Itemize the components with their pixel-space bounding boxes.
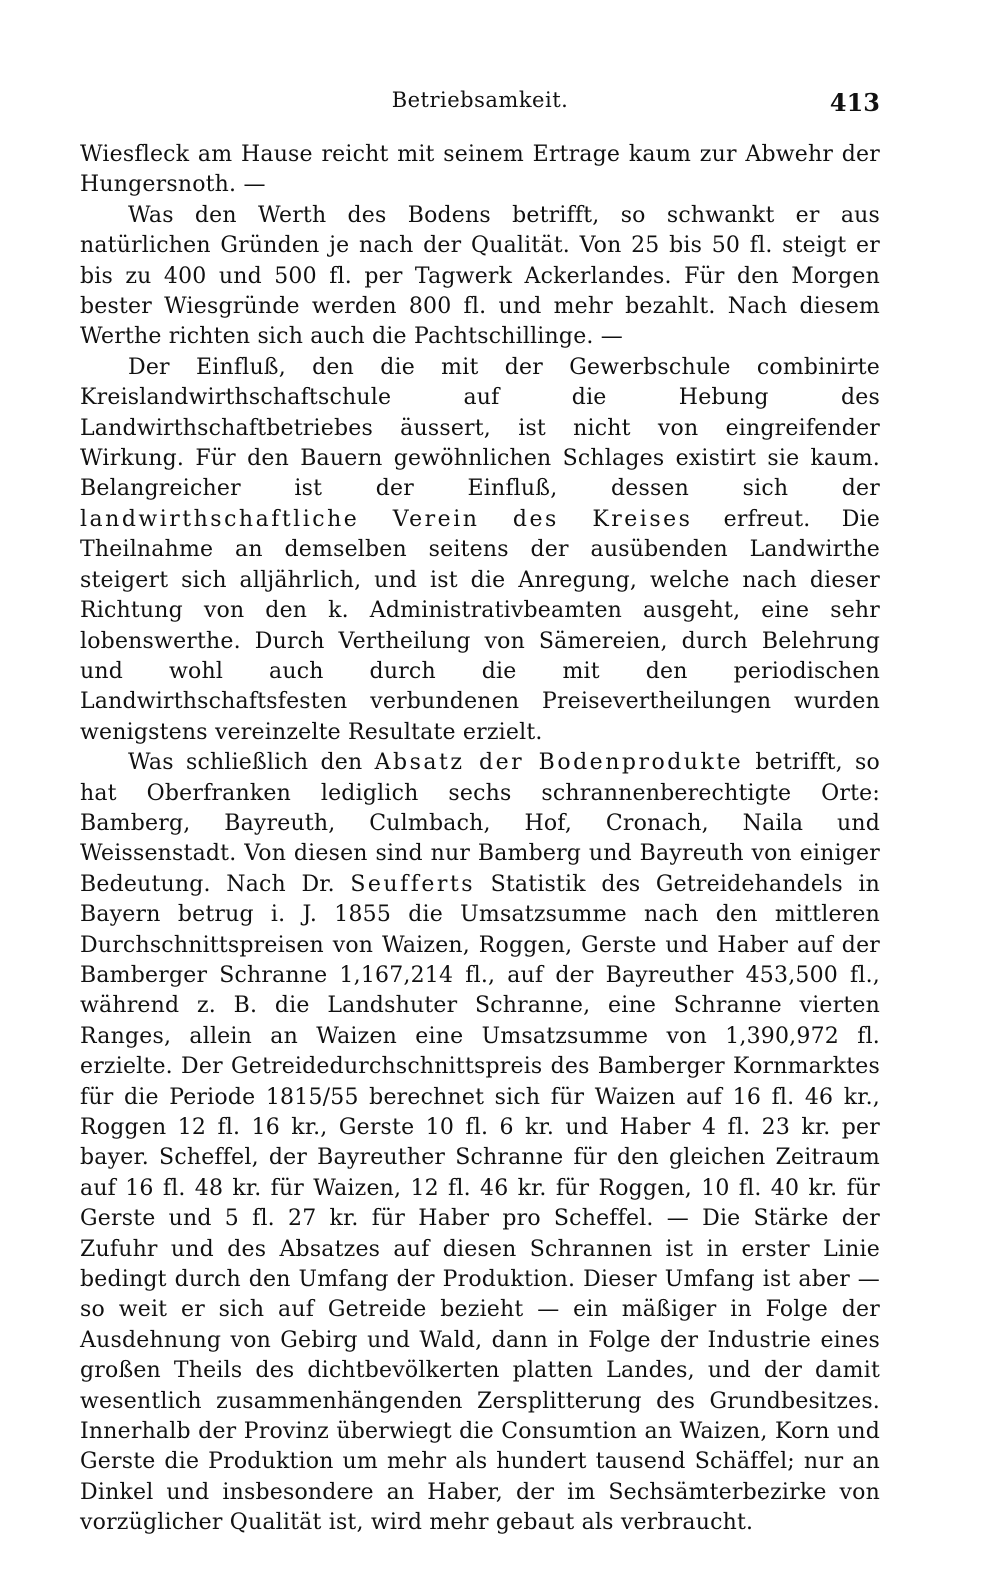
paragraph-3-text-before: Der Einfluß, den die mit der Gewerbschule combinirte Kreislandwirthschaftschule auf die Hebung des Landwirthschaftbetriebes äussert, ist nicht von eingreifender Wirkung. Für den Bauern gewöhnlichen Schlages existirt sie kaum. Belangreicher ist der Einfluß, dessen sich der <box>80 354 880 502</box>
spaced-emphasis-absatz: Absatz der Bodenprodukte <box>374 750 744 776</box>
paragraph-4-text-after: Statistik des Getreidehandels in Bayern betrug i. J. 1855 die Umsatzsumme nach den mittleren Durchschnittspreisen von Waizen, Roggen, Gerste und Haber auf der Bamberger Schranne 1,167,214 fl., auf der Bayreuther 453,500 fl., während z. B. die Landshuter Schranne, eine Schranne vierten Ranges, allein an Waizen eine Umsatzsumme von 1,390,972 fl. erzielte. Der Getreidedurchschnittspreis des Bamberger Kornmarktes für die Periode 1815/55 berechnet sich für Waizen auf 16 fl. 46 kr., Roggen 12 fl. 16 kr., Gerste 10 fl. 6 kr. und Haber 4 fl. 23 kr. per bayer. Scheffel, der Bayreuther Schranne für den gleichen Zeitraum auf 16 fl. 48 kr. für Waizen, 12 fl. 46 kr. für Roggen, 10 fl. 40 kr. für Gerste und 5 fl. 27 kr. für Haber pro Scheffel. — Die Stärke der Zufuhr und des Absatzes auf diesen Schrannen ist in erster Linie bedingt durch den Umfang der Produktion. Dieser Umfang ist aber — so weit er sich auf Getreide bezieht — ein mäßiger in Folge der Ausdehnung von Gebirg und Wald, dann in Folge der Industrie eines großen Theils des dichtbevölkerten platten Landes, und der damit wesentlich zusammenhängenden Zersplitterung des Grundbesitzes. Innerhalb der Provinz überwiegt die Consumtion an Waizen, Korn und Gerste die Produktion um mehr als hundert tausend Schäffel; nur an Dinkel und insbesondere an Haber, der im Sechsämterbezirke von vorzüglicher Qualität ist, wird mehr gebaut als verbraucht. <box>80 871 880 1536</box>
running-head: Betriebsamkeit. <box>391 88 569 112</box>
paragraph-1-text: Wiesfleck am Hause reicht mit seinem Ertrage kaum zur Abwehr der Hungersnoth. — <box>80 142 880 198</box>
paragraph-2 <box>80 201 880 353</box>
spaced-emphasis-verein: landwirthschaftliche Verein des Kreises <box>80 506 693 532</box>
paragraph-4-text-before: Was schließlich den <box>128 750 375 776</box>
paragraph-3-text-after: erfreut. Die Theilnahme an demselben seitens der ausübenden Landwirthe steigert sich alljährlich, und ist die Anregung, welche nach dieser Richtung von den k. Administrativbeamten ausgeht, eine sehr lobenswerthe. Durch Vertheilung von Sämereien, durch Belehrung und wohl auch durch die mit den periodischen Landwirthschaftsfesten verbundenen Preisevertheilungen wurden wenigstens vereinzelte Resultate erzielt. <box>80 506 881 745</box>
body-text <box>80 140 880 1539</box>
spaced-emphasis-seufferts: Seufferts <box>350 871 476 897</box>
paragraph-4 <box>80 748 880 1539</box>
page-header <box>80 88 880 120</box>
page-number: 413 <box>829 88 880 117</box>
paragraph-2-text: Was den Werth des Bodens betrifft, so schwankt er aus natürlichen Gründen je nach der Qualität. Von 25 bis 50 fl. steigt er bis zu 400 und 500 fl. per Tagwerk Ackerlandes. Für den Morgen bester Wiesgründe werden 800 fl. und mehr bezahlt. Nach diesem Werthe richten sich auch die Pachtschillinge. — <box>80 202 880 350</box>
paragraph-4-text-middle: betrifft, so hat Oberfranken lediglich sechs schrannenberechtigte Orte: Bamberg, Bayreuth, Culmbach, Hof, Cronach, Naila und Weissenstadt. Von diesen sind nur Bamberg und Bayreuth von einiger Bedeutung. Nach Dr. <box>80 750 880 897</box>
paragraph-1 <box>80 140 880 201</box>
paragraph-3 <box>80 353 880 748</box>
